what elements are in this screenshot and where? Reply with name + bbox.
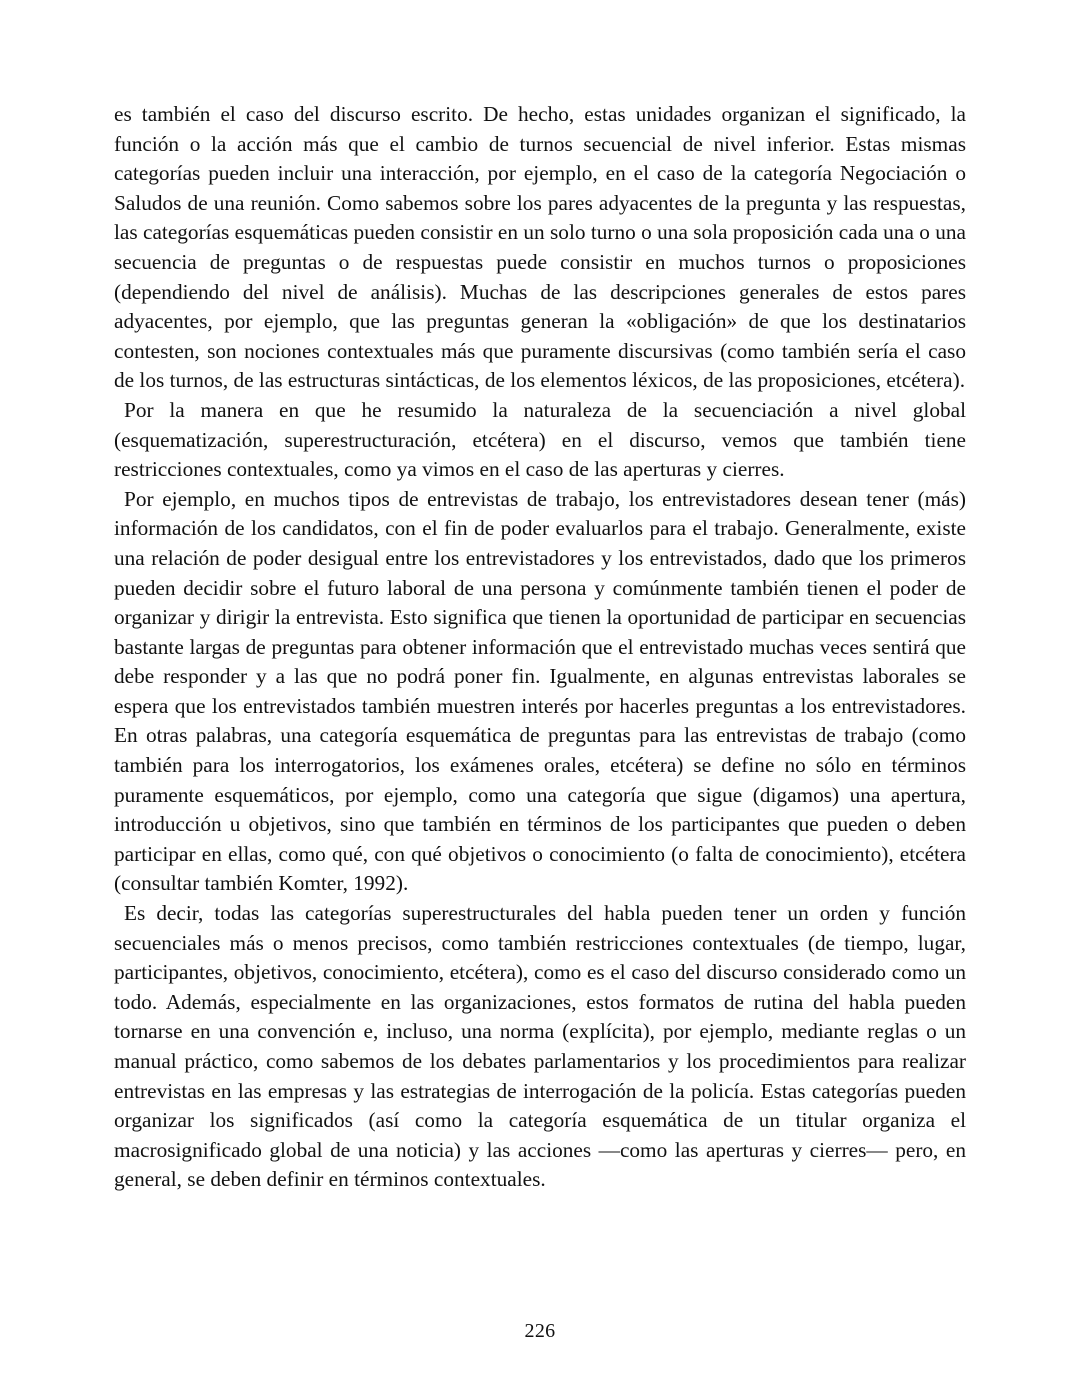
- paragraph-continuation: es también el caso del discurso escrito. De hecho, estas unidades organizan el significado, la función o la acción más que el cambio de turnos secuencial de nivel inferior. Estas mismas categorías pueden incluir una interacción, por ejemplo, en el caso de la categoría Negociación o Saludos de una reunión. Como sabemos sobre los pares adyacentes de la pregunta y las respuestas, las categorías esquemáticas pueden consistir en un solo turno o una sola proposición cada una o una secuencia de preguntas o de respuestas puede consistir en muchos turnos o proposiciones (dependiendo del nivel de análisis). Muchas de las descripciones generales de estos pares adyacentes, por ejemplo, que las preguntas generan la «obligación» de que los destinatarios contesten, son nociones contextuales más que puramente discursivas (como también sería el caso de los turnos, de las estructuras sintácticas, de los elementos léxicos, de las proposiciones, etcétera).: [114, 102, 966, 393]
- paragraph-entrevistas: Por ejemplo, en muchos tipos de entrevistas de trabajo, los entrevistadores desean tener (más) información de los candidatos, con el fin de poder evaluarlos para el trabajo. Generalmente, existe una relación de poder desigual entre los entrevistadores y los entrevistados, dado que los primeros pueden decidir sobre el futuro laboral de una persona y comúnmente también tienen el poder de organizar y dirigir la entrevista. Esto significa que tienen la oportunidad de participar en secuencias bastante largas de preguntas para obtener información que el entrevistado muchas veces sentirá que debe responder y a las que no podrá poner fin. Igualmente, en algunas entrevistas laborales se espera que los entrevistados también muestren interés por hacerles preguntas a los entrevistadores. En otras palabras, una categoría esquemática de preguntas para las entrevistas de trabajo (como también para los interrogatorios, los exámenes orales, etcétera) se define no sólo en términos puramente esquemáticos, por ejemplo, como una categoría que sigue (digamos) una apertura, introducción u objetivos, sino que también en términos de los participantes que pueden o deben participar en ellas, como qué, con qué objetivos o conocimiento (o falta de conocimiento), etcétera (consultar también Komter, 1992).: [114, 486, 966, 896]
- body-text-column: [114, 100, 966, 1195]
- paragraph-secuenciacion: Por la manera en que he resumido la naturaleza de la secuenciación a nivel global (esquematización, superestructuración, etcétera) en el discurso, vemos que también tiene restricciones contextuales, como ya vimos en el caso de las aperturas y cierres.: [114, 397, 966, 482]
- paragraph-superestructurales: Es decir, todas las categorías superestructurales del habla pueden tener un orden y función secuenciales más o menos precisos, como también restricciones contextuales (de tiempo, lugar, participantes, objetivos, conocimiento, etcétera), como es el caso del discurso considerado como un todo. Además, especialmente en las organizaciones, estos formatos de rutina del habla pueden tornarse en una convención e, incluso, una norma (explícita), por ejemplo, mediante reglas o un manual práctico, como sabemos de los debates parlamentarios y los procedimientos para realizar entrevistas en las empresas y las estrategias de interrogación de la policía. Estas categorías pueden organizar los significados (así como la categoría esquemática de un titular organiza el macrosignificado global de una noticia) y las acciones —como las aperturas y cierres— pero, en general, se deben definir en términos contextuales.: [114, 901, 966, 1192]
- page-number: 226: [524, 1320, 556, 1342]
